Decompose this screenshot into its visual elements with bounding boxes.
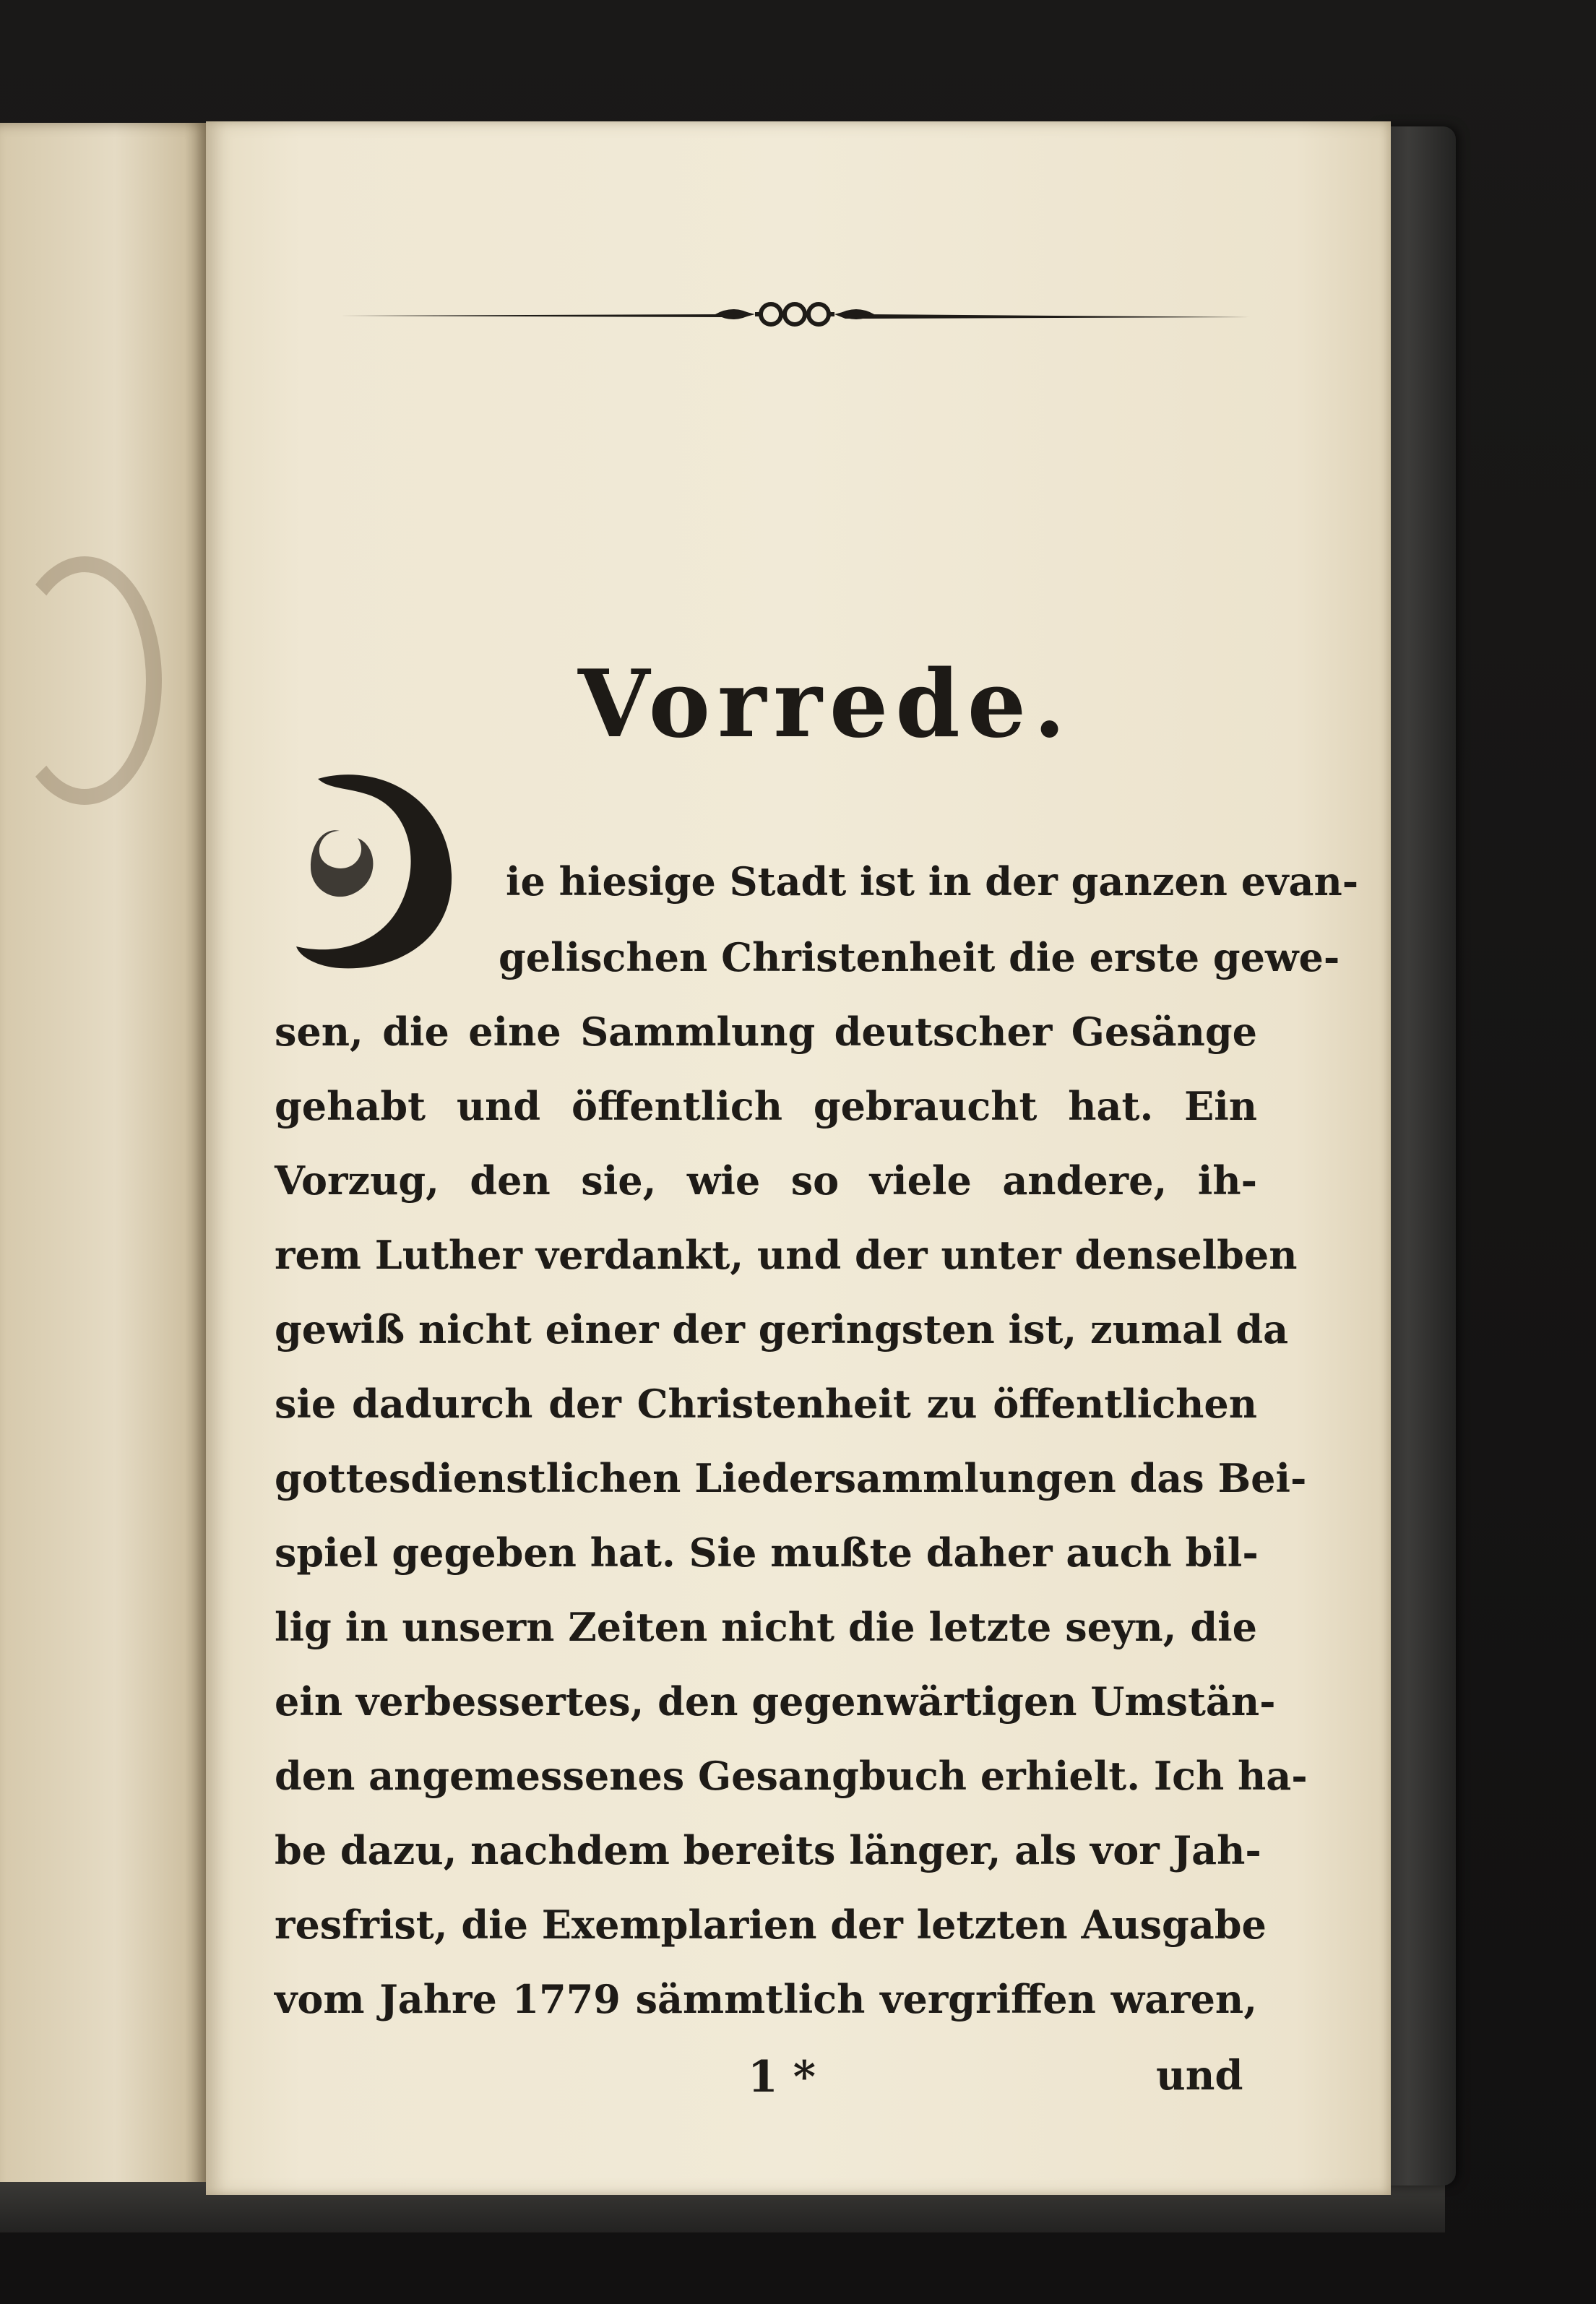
facing-page-text-ghost-2 (58, 1445, 72, 1498)
text-line: gewiß nicht einer der geringsten ist, zumal da (275, 1306, 1289, 1352)
catchword: und (1156, 2052, 1243, 2100)
text-line: gottesdienstlichen Liedersammlungen das Bei- (275, 1455, 1307, 1501)
text-line: gelischen Christenheit die erste gewe- (499, 934, 1340, 980)
text-line: Vorzug, den sie, wie so viele andere, ih- (275, 1157, 1257, 1204)
drop-cap (285, 755, 452, 972)
text-line: spiel gegeben hat. Sie mußte daher auch bil- (275, 1529, 1259, 1576)
text-line: sen, die eine Sammlung deutscher Gesänge (275, 1009, 1257, 1055)
text-line: ein verbessertes, den gegenwärtigen Umstän- (275, 1678, 1276, 1725)
page-heading: Vorrede. (578, 650, 1073, 759)
text-line: rem Luther verdankt, und der unter denselben (275, 1232, 1298, 1278)
ornamental-rule (340, 293, 1250, 336)
text-line: vom Jahre 1779 sämmtlich vergriffen waren, (275, 1976, 1257, 2022)
text-line: gehabt und öffentlich gebraucht hat. Ein (275, 1083, 1257, 1129)
text-line: lig in unsern Zeiten nicht die letzte seyn, die (275, 1604, 1257, 1650)
facing-page-edge (0, 123, 210, 2204)
text-line: be dazu, nachdem bereits länger, als vor Jah- (275, 1827, 1261, 1873)
text-line: resfrist, die Exemplarien der letzten Ausgabe (275, 1902, 1267, 1948)
text-line: ie hiesige Stadt ist in der ganzen evan- (506, 858, 1359, 905)
signature-mark: 1 * (748, 2052, 816, 2102)
facing-page-text-ghost (29, 1019, 54, 1111)
text-line: sie dadurch der Christenheit zu öffentlichen (275, 1381, 1257, 1427)
text-line: den angemessenes Gesangbuch erhielt. Ich ha- (275, 1753, 1308, 1799)
facing-page-letter-ghost (7, 556, 162, 805)
